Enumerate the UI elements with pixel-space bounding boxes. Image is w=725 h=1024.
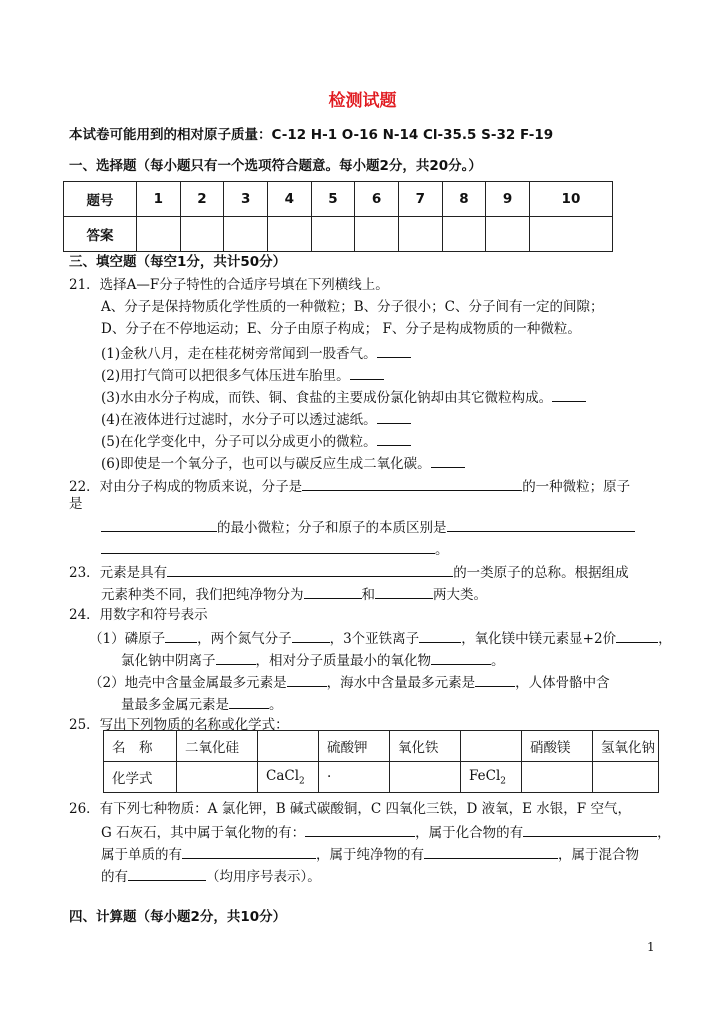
blank[interactable] [447, 517, 635, 532]
blank[interactable] [552, 387, 586, 402]
q22-line1: 22．对由分子构成的物质来说，分子是 的一种微粒；原子 [69, 476, 630, 496]
q23-line1: 23．元素是具有 的一类原子的总称。根据组成 [69, 562, 629, 582]
blank[interactable] [302, 476, 522, 491]
substance-cell: FeCl$_2$ [461, 762, 522, 793]
q22-line4: 。 [101, 539, 449, 559]
page-number: 1 [647, 940, 655, 954]
section4-heading: 四、计算题（每小题2分，共10分） [69, 909, 287, 925]
substance-cell: 硝酸镁 [522, 731, 593, 762]
substance-cell: 氧化铁 [390, 731, 461, 762]
q24-stem: 24．用数字和符号表示 [69, 607, 208, 623]
blank[interactable] [167, 562, 453, 577]
blank[interactable] [128, 866, 206, 881]
substance-cell: 化学式 [104, 762, 177, 793]
blank[interactable] [377, 343, 411, 358]
q24-line2: 氯化钠中阴离子 ，相对分子质量最小的氧化物 。 [121, 650, 505, 670]
q25-stem: 25．写出下列物质的名称或化学式： [69, 717, 289, 733]
blank[interactable] [287, 672, 327, 687]
answer-cell[interactable] [267, 217, 311, 252]
answer-number: 9 [486, 182, 530, 217]
answer-number: 7 [398, 182, 442, 217]
q21-item: (1)金秋八月，走在桂花树旁常闻到一股香气。 [101, 343, 411, 363]
q21-options-line1: A、分子是保持物质化学性质的一种微粒；B、分子很小；C、分子间有一定的间隙； [101, 299, 604, 315]
substance-cell: 氢氧化钠 [593, 731, 659, 762]
blank[interactable] [377, 409, 411, 424]
q21-options-line2: D、分子在不停地运动；E、分子由原子构成； F、分子是构成物质的一种微粒。 [101, 321, 581, 337]
blank[interactable] [216, 650, 256, 665]
q23-line2: 元素种类不同，我们把纯净物分为 和 两大类。 [101, 584, 487, 604]
answer-cell[interactable] [486, 217, 530, 252]
substance-cell: CaCl$_2$ [258, 762, 319, 793]
blank[interactable] [475, 672, 515, 687]
substance-cell[interactable] [258, 731, 319, 762]
q22-line2: 是 [69, 496, 83, 512]
substance-cell: 名 称 [104, 731, 177, 762]
substance-cell[interactable] [461, 731, 522, 762]
answer-number: 4 [267, 182, 311, 217]
blank[interactable] [424, 844, 558, 859]
q21-item: (4)在液体进行过滤时，水分子可以透过滤纸。 [101, 409, 411, 429]
answer-table-answer-label: 答案 [64, 217, 137, 252]
blank[interactable] [616, 628, 658, 643]
q24-line4: 量最多金属元素是 。 [121, 694, 283, 714]
answer-cell[interactable] [529, 217, 612, 252]
substance-cell[interactable] [390, 762, 461, 793]
blank[interactable] [182, 844, 316, 859]
blank[interactable] [101, 539, 435, 554]
q26-line2: G 石灰石，其中属于氧化物的有： ，属于化合物的有 ， [101, 822, 671, 842]
q24-line1: （1）磷原子 ，两个氮气分子 ，3个亚铁离子 ，氧化镁中镁元素显+2价 ， [89, 628, 672, 648]
substance-cell[interactable] [522, 762, 593, 793]
answer-cell[interactable] [224, 217, 268, 252]
substance-table [103, 730, 659, 793]
q21-stem: 21．选择A—F分子特性的合适序号填在下列横线上。 [69, 277, 389, 293]
answer-number: 8 [442, 182, 486, 217]
answer-number: 10 [529, 182, 612, 217]
substance-cell[interactable]: · [319, 762, 390, 793]
substance-cell: 二氧化硅 [177, 731, 258, 762]
blank[interactable] [431, 453, 465, 468]
blank[interactable] [377, 431, 411, 446]
blank[interactable] [419, 628, 461, 643]
q21-item: (6)即使是一个氧分子，也可以与碳反应生成二氧化碳。 [101, 453, 465, 473]
blank[interactable] [101, 517, 217, 532]
blank[interactable] [431, 650, 491, 665]
answer-table [63, 181, 613, 252]
q22-line3: 的最小微粒；分子和原子的本质区别是 [101, 517, 635, 537]
blank[interactable] [305, 822, 415, 837]
section3-heading: 三、填空题（每空1分，共计50分） [69, 254, 287, 270]
answer-number: 6 [355, 182, 399, 217]
answer-cell[interactable] [180, 217, 224, 252]
blank[interactable] [292, 628, 330, 643]
substance-cell: 硫酸钾 [319, 731, 390, 762]
substance-cell[interactable] [593, 762, 659, 793]
q21-item: (3)水由水分子构成，而铁、铜、食盐的主要成份氯化钠却由其它微粒构成。 [101, 387, 586, 407]
q26-line1: 26．有下列七种物质：A 氯化钾，B 碱式碳酸铜，C 四氧化三铁，D 液氧，E 水银，F 空气， [69, 801, 631, 817]
answer-number: 3 [224, 182, 268, 217]
answer-cell[interactable] [442, 217, 486, 252]
answer-cell[interactable] [311, 217, 355, 252]
blank[interactable] [304, 584, 362, 599]
blank[interactable] [350, 365, 384, 380]
substance-cell[interactable] [177, 762, 258, 793]
q21-item: (5)在化学变化中，分子可以分成更小的微粒。 [101, 431, 411, 451]
q26-line3: 属于单质的有 ，属于纯净物的有 ，属于混合物 [101, 844, 639, 864]
blank[interactable] [375, 584, 433, 599]
answer-cell[interactable] [398, 217, 442, 252]
section1-heading: 一、选择题（每小题只有一个选项符合题意。每小题2分，共20分。） [69, 158, 482, 174]
q26-line4: 的有 （均用序号表示）。 [101, 866, 321, 886]
q24-line3: （2）地壳中含量金属最多元素是 ，海水中含量最多元素是 ，人体骨骼中含 [89, 672, 610, 692]
q21-item: (2)用打气筒可以把很多气体压进车胎里。 [101, 365, 384, 385]
blank[interactable] [165, 628, 197, 643]
page-title: 检测试题 [328, 91, 397, 111]
answer-number: 1 [137, 182, 181, 217]
answer-table-header-label: 题号 [64, 182, 137, 217]
answer-number: 5 [311, 182, 355, 217]
answer-cell[interactable] [137, 217, 181, 252]
blank[interactable] [523, 822, 657, 837]
blank[interactable] [229, 694, 269, 709]
answer-number: 2 [180, 182, 224, 217]
answer-cell[interactable] [355, 217, 399, 252]
atomic-mass-line: 本试卷可能用到的相对原子质量：C-12 H-1 O-16 N-14 Cl-35.5 S-32 F-19 [69, 127, 554, 143]
